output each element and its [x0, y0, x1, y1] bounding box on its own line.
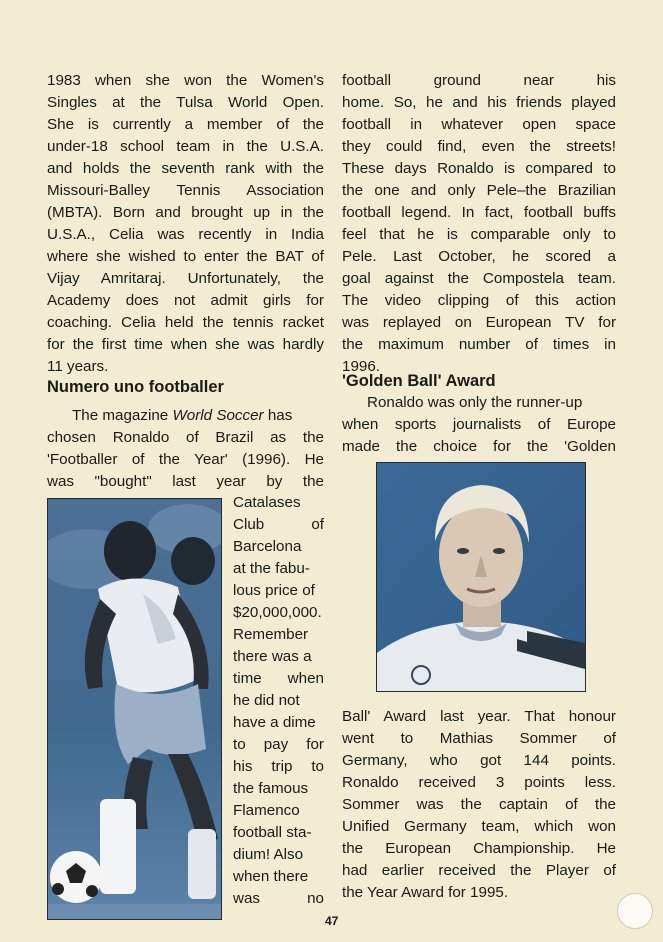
- wrap-text-line: Barcelona: [233, 538, 302, 555]
- page-number: 47: [325, 914, 339, 928]
- text-line: the maximum number of times in: [342, 336, 616, 353]
- wrap-text-line: to pay for: [233, 736, 324, 753]
- text-line: went to Mathias Sommer of: [342, 730, 616, 747]
- text-line: when sports journalists of Europe: [342, 416, 616, 433]
- portrait-illustration: [377, 463, 585, 691]
- text-line: 'Footballer of the Year' (1996). He: [47, 451, 324, 468]
- wrap-text-line: Flamenco: [233, 802, 300, 819]
- text-line: was replayed on European TV for: [342, 314, 616, 331]
- text-line: made the choice for the 'Golden: [342, 438, 616, 455]
- sommer-photo: [376, 462, 586, 692]
- text-line: the European Championship. He: [342, 840, 616, 857]
- wrap-text-line: Remember: [233, 626, 309, 643]
- wrap-text-line: at the fabu-: [233, 560, 310, 577]
- text-line: Ronaldo received 3 points less.: [342, 774, 616, 791]
- text-line: the Year Award for 1995.: [342, 884, 509, 901]
- section-heading: Numero uno footballer: [47, 378, 224, 396]
- footballer-illustration: [48, 499, 221, 919]
- text-line: they could find, even the streets!: [342, 138, 616, 155]
- text-line: Vijay Amritaraj. Unfortunately, the: [47, 270, 324, 287]
- text-line: for the first time when she was hardly: [47, 336, 324, 353]
- text-line: Pele. Last October, he scored a: [342, 248, 616, 265]
- wrap-text-line: his trip to: [233, 758, 324, 775]
- text-line: (MBTA). Born and brought up in the: [47, 204, 324, 221]
- text-line: 1996.: [342, 358, 381, 375]
- wrap-text-line: there was a: [233, 648, 312, 665]
- text-line: Ball' Award last year. That honour: [342, 708, 616, 725]
- text-line: football legend. In fact, football buffs: [342, 204, 616, 221]
- text-line: [72, 405, 324, 427]
- text-run: has: [263, 407, 293, 424]
- text-line: Academy does not admit girls for: [47, 292, 324, 309]
- text-line: Missouri-Balley Tennis Association: [47, 182, 324, 199]
- text-line: Singles at the Tulsa World Open.: [47, 94, 324, 111]
- text-line: Sommer was the captain of the: [342, 796, 616, 813]
- text-line: goal against the Compostela team.: [342, 270, 616, 287]
- text-line: home. So, he and his friends played: [342, 94, 616, 111]
- wrap-text-line: lous price of: [233, 582, 315, 599]
- wrap-text-line: $20,000,000.: [233, 604, 322, 621]
- text-line: She is currently a member of the: [47, 116, 324, 133]
- wrap-text-line: when there: [233, 868, 309, 885]
- text-line: and holds the seventh rank with the: [47, 160, 324, 177]
- wrap-text-line: dium! Also: [233, 846, 304, 863]
- text-line: The video clipping of this action: [342, 292, 616, 309]
- text-line: Unified Germany team, which won: [342, 818, 616, 835]
- text-line: Germany, who got 144 points.: [342, 752, 616, 769]
- wrap-text-line: football sta-: [233, 824, 312, 841]
- wrap-text-line: Club of: [233, 516, 324, 533]
- text-line: 11 years.: [47, 358, 109, 375]
- text-run: The magazine: [72, 407, 173, 424]
- wrap-text-line: he did not: [233, 692, 300, 709]
- text-line: football ground near his: [342, 72, 616, 89]
- text-line: coaching. Celia held the tennis racket: [47, 314, 324, 331]
- text-line: chosen Ronaldo of Brazil as the: [47, 429, 324, 446]
- text-line: These days Ronaldo is compared to: [342, 160, 616, 177]
- wrap-text-line: time when: [233, 670, 324, 687]
- section-heading: 'Golden Ball' Award: [342, 372, 496, 390]
- text-line: was "bought" last year by the: [47, 473, 324, 490]
- text-line: had earlier received the Player of: [342, 862, 616, 879]
- ronaldo-photo: [47, 498, 222, 920]
- magazine-title: World Soccer: [172, 407, 264, 424]
- text-line: Ronaldo was only the runner-up: [367, 394, 583, 411]
- text-line: where she wished to enter the BAT of: [47, 248, 324, 265]
- wrap-text-line: Catalases: [233, 494, 301, 511]
- corner-stamp: [617, 893, 653, 929]
- text-line: the one and only Pele–the Brazilian: [342, 182, 616, 199]
- text-line: football in whatever open space: [342, 116, 616, 133]
- text-line: feel that he is comparable only to: [342, 226, 616, 243]
- text-line: 1983 when she won the Women's: [47, 72, 324, 89]
- text-line: U.S.A., Celia was recently in India: [47, 226, 324, 243]
- wrap-text-line: the famous: [233, 780, 309, 797]
- text-line: under-18 school team in the U.S.A.: [47, 138, 324, 155]
- wrap-text-line: have a dime: [233, 714, 316, 731]
- wrap-text-line: was no: [233, 890, 324, 907]
